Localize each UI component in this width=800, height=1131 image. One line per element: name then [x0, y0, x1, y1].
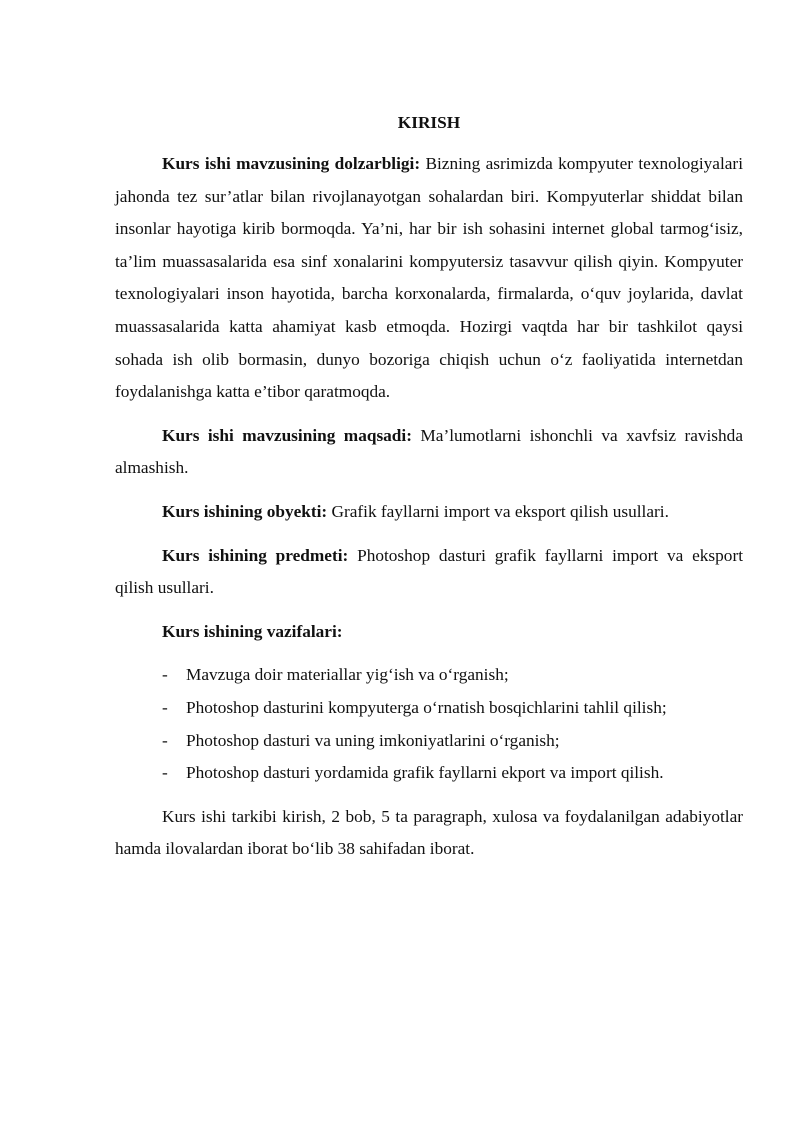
list-dash: - — [162, 730, 168, 750]
object-text: Grafik fayllarni import va eksport qilish usullari. — [327, 501, 669, 521]
structure-paragraph: Kurs ishi tarkibi kirish, 2 bob, 5 ta paragraph, xulosa va foydalanilgan adabiyotlar hamda ilovalardan iborat bo‘lib 38 sahifadan iborat. — [115, 806, 743, 859]
list-dash: - — [162, 665, 168, 685]
tasks-heading-paragraph — [115, 616, 743, 649]
goal-text: Ma’lumotlarni ishonchli va xavfsiz ravishda almashish. — [115, 425, 743, 478]
list-dash: - — [162, 763, 168, 783]
list-item-text: Photoshop dasturi yordamida grafik fayllarni ekport va import qilish. — [186, 763, 664, 783]
list-item — [162, 757, 743, 790]
list-item — [162, 725, 743, 758]
document-page — [115, 108, 743, 877]
relevance-label: Kurs ishi mavzusining dolzarbligi: — [162, 154, 421, 173]
list-item — [162, 692, 743, 725]
goal-label: Kurs ishi mavzusining maqsadi: — [162, 425, 412, 445]
subject-text: Photoshop dasturi grafik fayllarni import va eksport qilish usullari. — [115, 545, 743, 598]
object-label: Kurs ishining obyekti: — [162, 501, 328, 521]
subject-paragraph — [115, 540, 743, 605]
tasks-label: Kurs ishining vazifalari: — [162, 621, 343, 641]
relevance-paragraph — [115, 148, 743, 409]
object-paragraph — [115, 496, 743, 529]
list-item — [162, 659, 743, 692]
relevance-text: Bizning asrimizda kompyuter texnologiyalari jahonda tez sur’atlar bilan rivojlanayotgan sohalardan biri. Kompyuterlar shiddat bilan insonlar hayotiga kirib bormoqda. Ya’ni, har bir ish sohasini internet global tarmog‘isiz, ta’lim muassasalarida esa sinf xonalarini kompyutersiz tasavvur qilish qiyin. Kompyuter texnologiyalari inson hayotida, barcha korxonalarda, firmalarda, o‘quv joylarida, davlat muassasalarida katta ahamiyat kasb etmoqda. Hozirgi vaqtda har bir tashkilot qaysi sohada ish olib bormasin, dunyo bozoriga chiqish uchun o‘z faoliyatida internetdan foydalanishga katta e’tibor qaratmoqda. — [115, 154, 743, 402]
list-item-text: Photoshop dasturi va uning imkoniyatlarini o‘rganish; — [186, 730, 560, 750]
subject-label: Kurs ishining predmeti: — [162, 545, 349, 565]
page-title: KIRISH — [397, 113, 461, 132]
list-dash: - — [162, 697, 168, 717]
tasks-list — [115, 659, 743, 789]
list-item-text: Photoshop dasturini kompyuterga o‘rnatish bosqichlarini tahlil qilish; — [186, 697, 667, 717]
goal-paragraph — [115, 420, 743, 485]
list-item-text: Mavzuga doir materiallar yig‘ish va o‘rganish; — [186, 665, 509, 685]
